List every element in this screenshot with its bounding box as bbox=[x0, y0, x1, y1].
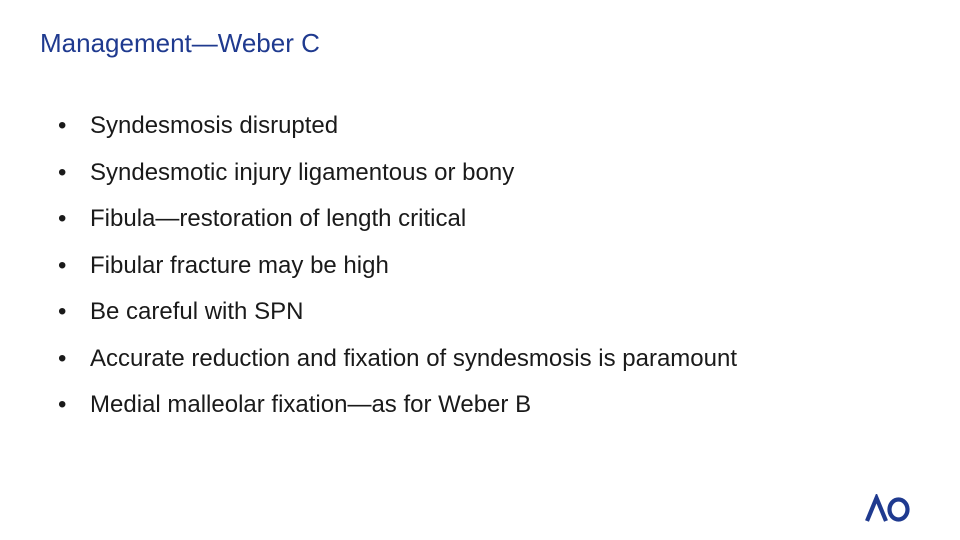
bullet-text: Syndesmotic injury ligamentous or bony bbox=[90, 158, 515, 186]
bullet-text: Accurate reduction and fixation of syndesmosis is paramount bbox=[90, 344, 738, 372]
ao-logo-letter-o bbox=[890, 500, 908, 520]
bullet-marker: • bbox=[58, 112, 67, 139]
slide-title: Management—Weber C bbox=[40, 28, 320, 58]
bullet-marker: • bbox=[58, 298, 67, 325]
bullet-marker: • bbox=[58, 391, 67, 418]
bullet-item bbox=[58, 343, 737, 390]
bullet-item bbox=[58, 110, 737, 157]
bullet-text: Be careful with SPN bbox=[90, 298, 304, 325]
bullet-text: Medial malleolar fixation—as for Weber B bbox=[90, 391, 532, 418]
bullet-marker: • bbox=[58, 205, 67, 232]
bullet-list bbox=[58, 110, 737, 436]
bullet-text: Fibular fracture may be high bbox=[90, 251, 389, 279]
bullet-item bbox=[58, 250, 737, 297]
bullet-item bbox=[58, 389, 737, 436]
bullet-item bbox=[58, 157, 737, 204]
bullet-item bbox=[58, 296, 737, 343]
bullet-marker: • bbox=[58, 158, 67, 186]
bullet-marker: • bbox=[58, 251, 67, 279]
bullet-item bbox=[58, 203, 737, 250]
bullet-text: Syndesmosis disrupted bbox=[90, 112, 339, 139]
bullet-marker: • bbox=[58, 344, 67, 372]
bullet-text: Fibula—restoration of length critical bbox=[90, 205, 467, 232]
ao-logo bbox=[864, 494, 912, 524]
ao-logo-letter-a bbox=[867, 498, 886, 521]
